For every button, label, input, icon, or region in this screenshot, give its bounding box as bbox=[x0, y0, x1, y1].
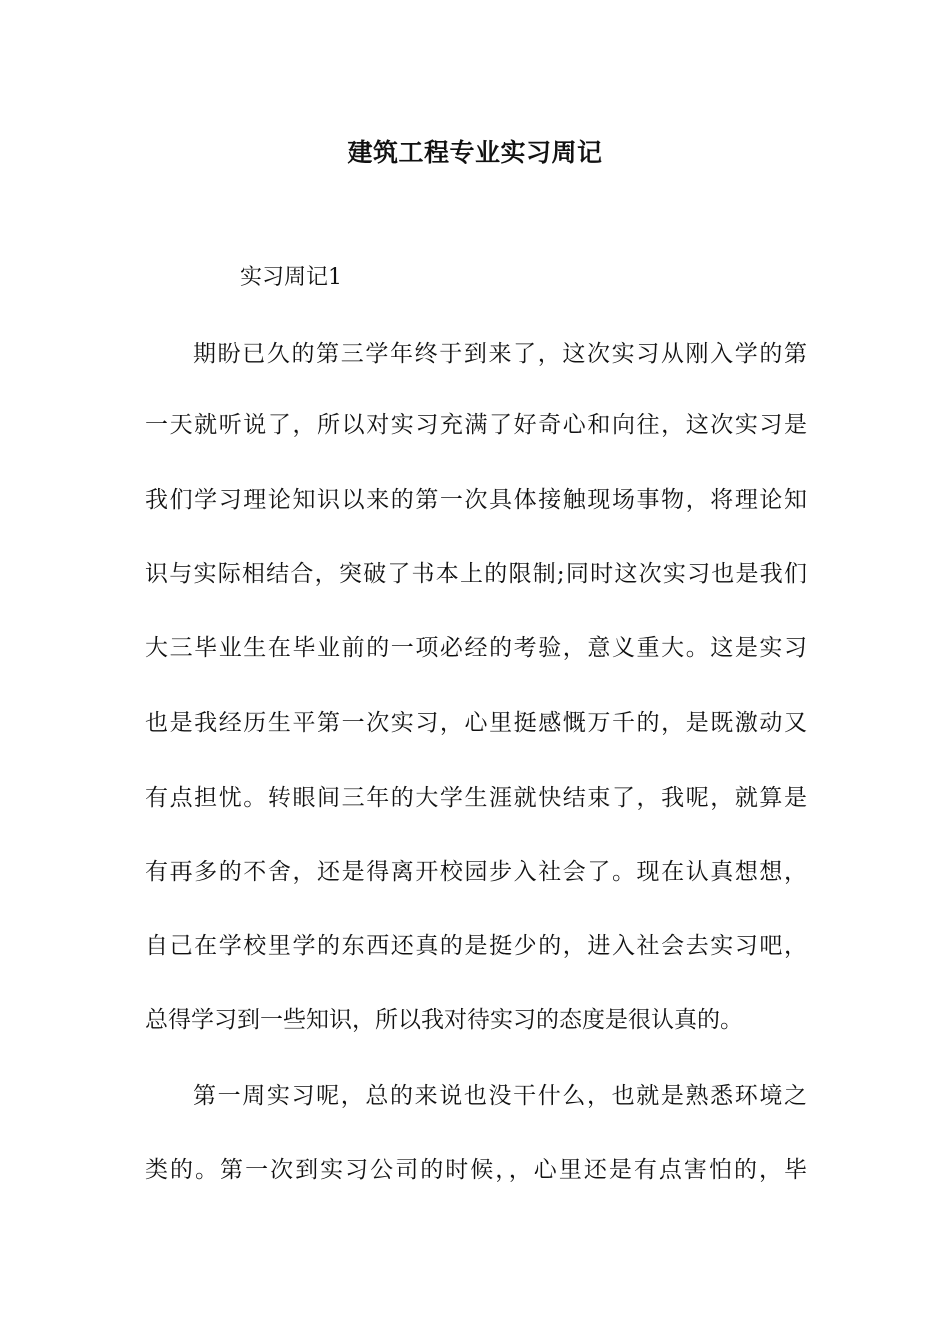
paragraph-line: 有再多的不舍，还是得离开校园步入社会了。现在认真想想， bbox=[145, 859, 807, 885]
paragraph-line: 类的。第一次到实习公司的时候，，心里还是有点害怕的，毕 bbox=[145, 1157, 807, 1183]
paragraph-line: 自己在学校里学的东西还真的是挺少的，进入社会去实习吧， bbox=[145, 933, 807, 959]
paragraph-line: 大三毕业生在毕业前的一项必经的考验，意义重大。这是实习 bbox=[145, 635, 807, 661]
section-heading: 实习周记1 bbox=[240, 265, 342, 290]
paragraph-line: 也是我经历生平第一次实习，心里挺感慨万千的，是既激动又 bbox=[145, 710, 807, 736]
paragraph-line: 期盼已久的第三学年终于到来了，这次实习从刚入学的第 bbox=[193, 341, 807, 367]
paragraph-line: 第一周实习呢，总的来说也没干什么，也就是熟悉环境之 bbox=[193, 1083, 807, 1109]
paragraph-line: 总得学习到一些知识，所以我对待实习的态度是很认真的。 bbox=[145, 1007, 743, 1033]
paragraph-line: 我们学习理论知识以来的第一次具体接触现场事物，将理论知 bbox=[145, 487, 807, 513]
paragraph-line: 一天就听说了，所以对实习充满了好奇心和向往，这次实习是 bbox=[145, 412, 807, 438]
paragraph-line: 有点担忧。转眼间三年的大学生涯就快结束了，我呢，就算是 bbox=[145, 785, 807, 811]
document-title: 建筑工程专业实习周记 bbox=[347, 138, 603, 167]
paragraph-line: 识与实际相结合，突破了书本上的限制;同时这次实习也是我们 bbox=[145, 561, 807, 587]
